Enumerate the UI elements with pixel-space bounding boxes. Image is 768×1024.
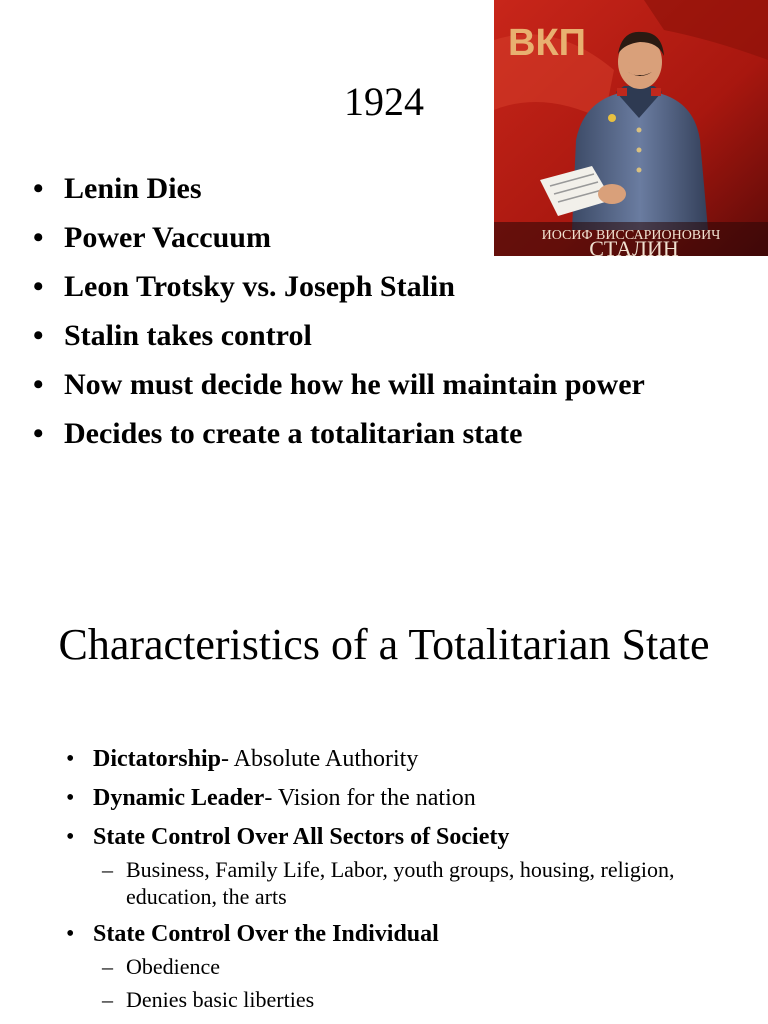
bullet-marker: • xyxy=(33,319,44,352)
bullet-list xyxy=(0,744,740,1022)
bullet-marker: • xyxy=(66,921,75,947)
bullet-text: Leon Trotsky vs. Joseph Stalin xyxy=(64,270,455,303)
slide-title: 1924 xyxy=(344,79,424,124)
bullet-marker: • xyxy=(33,221,44,254)
bullet-term: State Control Over the Individual xyxy=(93,921,439,947)
poster-top-text: ВКП xyxy=(508,22,586,64)
bullet-marker: • xyxy=(33,417,44,450)
bullet-text: Stalin takes control xyxy=(64,319,312,352)
dash-marker: – xyxy=(102,857,113,882)
sub-item-text: Business, Family Life, Labor, youth groups, housing, religion, education, the arts xyxy=(126,857,675,909)
dash-marker: – xyxy=(102,987,113,1012)
sub-item-text: Obedience xyxy=(126,954,221,979)
bullet-marker: • xyxy=(33,368,44,401)
bullet-item xyxy=(0,219,700,256)
bullet-marker: • xyxy=(66,785,75,811)
bullet-item xyxy=(0,415,700,452)
bullet-description: - Vision for the nation xyxy=(264,785,476,811)
bullet-item xyxy=(0,170,700,207)
sub-item xyxy=(93,856,740,910)
bullet-description: - Absolute Authority xyxy=(221,746,419,772)
bullet-item xyxy=(0,366,700,403)
dash-marker: – xyxy=(102,954,113,979)
sub-list xyxy=(93,953,740,1013)
bullet-text: Decides to create a totalitarian state xyxy=(64,417,523,450)
bullet-item xyxy=(0,919,740,1013)
sub-list xyxy=(93,856,740,910)
bullet-marker: • xyxy=(66,824,75,850)
bullet-text: Lenin Dies xyxy=(64,172,202,205)
bullet-list xyxy=(0,170,700,464)
bullet-item xyxy=(0,268,700,305)
poster-caption-line2: СТАЛИН xyxy=(589,236,679,256)
poster-caption-line1: ИОСИФ ВИССАРИОНОВИЧ xyxy=(541,228,721,243)
bullet-item xyxy=(0,783,740,813)
bullet-term: Dictatorship xyxy=(93,746,221,772)
bullet-term: Dynamic Leader xyxy=(93,785,265,811)
slide-title: Characteristics of a Totalitarian State xyxy=(58,620,710,669)
bullet-item xyxy=(0,822,740,910)
sub-item-text: Denies basic liberties xyxy=(126,987,315,1012)
bullet-text: Power Vaccuum xyxy=(64,221,271,254)
sub-item xyxy=(93,953,740,980)
bullet-item xyxy=(0,744,740,774)
slide-characteristics xyxy=(0,560,768,1024)
bullet-text: Now must decide how he will maintain power xyxy=(64,368,645,401)
bullet-marker: • xyxy=(33,270,44,303)
sub-item xyxy=(93,986,740,1013)
bullet-marker: • xyxy=(66,746,75,772)
bullet-marker: • xyxy=(33,172,44,205)
bullet-item xyxy=(0,317,700,354)
bullet-term: State Control Over All Sectors of Society xyxy=(93,824,510,850)
